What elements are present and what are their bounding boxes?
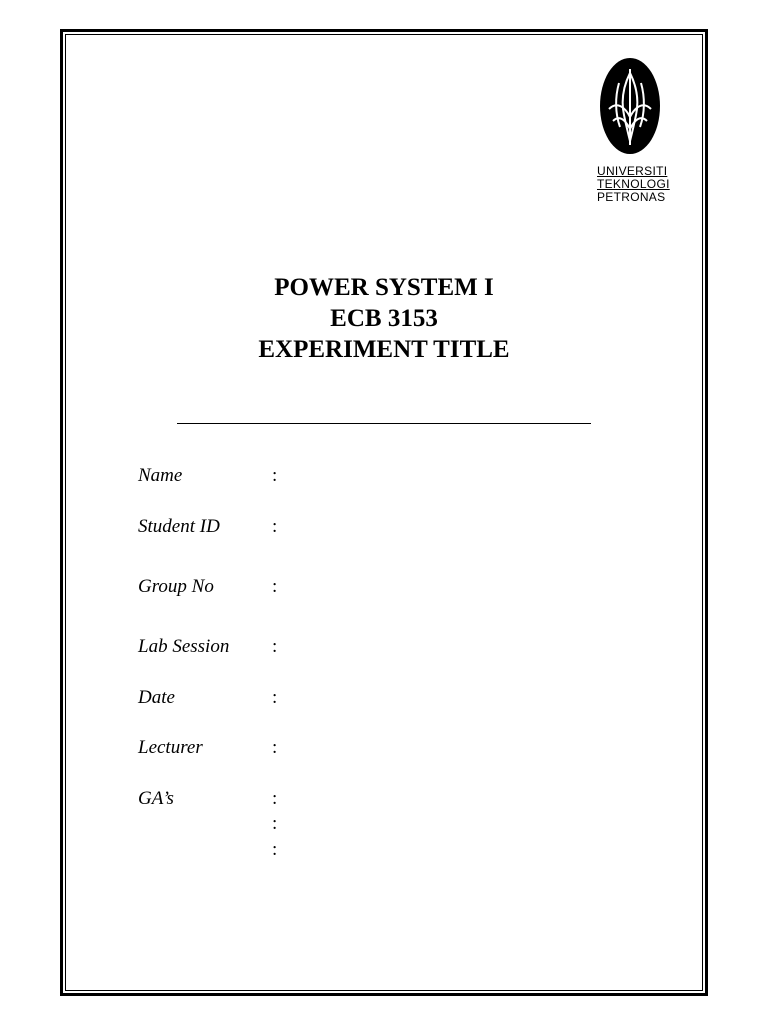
university-logo [597, 57, 670, 204]
field-colon-lab-session: : [272, 636, 278, 657]
field-label-gas: GA’s [138, 788, 174, 809]
title-underline [177, 423, 591, 424]
field-colon-gas-1: : [272, 788, 278, 809]
field-colon-group-no: : [272, 576, 278, 597]
field-label-date: Date [138, 687, 175, 708]
experiment-title: EXPERIMENT TITLE [258, 336, 510, 363]
field-colon-date: : [272, 687, 278, 708]
field-label-name: Name [138, 465, 183, 486]
logo-line-3: PETRONAS [597, 190, 666, 204]
field-label-lab-session: Lab Session [138, 636, 230, 657]
course-code: ECB 3153 [330, 305, 438, 332]
cover-title [0, 272, 768, 365]
utp-crest-icon [599, 57, 661, 155]
field-colon-student-id: : [272, 516, 278, 537]
field-label-group-no: Group No [138, 576, 214, 597]
logo-line-1: UNIVERSITI [597, 164, 668, 178]
field-label-lecturer: Lecturer [138, 737, 203, 758]
logo-line-2: TEKNOLOGI [597, 177, 670, 191]
university-name [597, 164, 670, 204]
field-colon-lecturer: : [272, 737, 278, 758]
field-colon-gas-3: : [272, 839, 278, 860]
field-colon-gas-2: : [272, 813, 278, 834]
field-label-student-id: Student ID [138, 516, 220, 537]
field-colon-name: : [272, 465, 278, 486]
course-name: POWER SYSTEM I [274, 274, 494, 301]
